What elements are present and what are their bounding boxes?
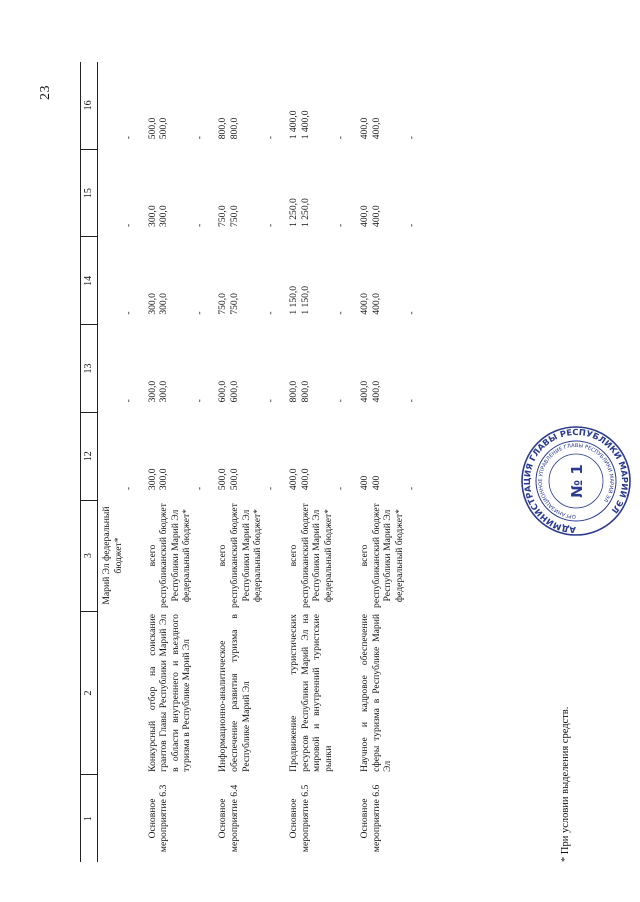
amount-value: 600,0 [228, 380, 240, 403]
amount-cell [214, 325, 285, 413]
funding-source-line: всего [358, 544, 370, 567]
amount-value: - [335, 486, 347, 491]
funding-source-line: всего [288, 544, 300, 567]
main-activity-cell: Основное мероприятие 6.6 [358, 784, 382, 853]
amount-value: 800,0 [299, 380, 311, 403]
amount-value: - [123, 136, 134, 140]
stamp-outer-text: АДМИНИСТРАЦИЯ ГЛАВЫ РЕСПУБЛИКИ МАРИЙ ЭЛ [521, 426, 631, 536]
amount-cell [356, 412, 427, 500]
amount-value: - [123, 399, 134, 403]
amount-cell [214, 412, 285, 500]
main-activity-cell: Основное мероприятие 6.3 [146, 784, 170, 853]
footnote: * При условии выделения средств. [560, 706, 571, 862]
amount-cell [214, 149, 285, 237]
page-number: 23 [38, 85, 53, 100]
funding-source-cell [356, 500, 427, 611]
amount-value: 500,0 [146, 117, 158, 140]
amount-value: 300,0 [158, 380, 170, 403]
amount-value: - [406, 223, 418, 227]
table-row [144, 62, 215, 862]
amount-value: - [123, 223, 134, 227]
budget-table [80, 62, 427, 862]
amount-cell [356, 149, 427, 237]
amount-value: - [406, 311, 418, 315]
main-activity-cell: Основное мероприятие 6.5 [288, 784, 311, 853]
funding-source-line: федеральный бюджет* [181, 509, 193, 603]
amount-value: 300,0 [146, 205, 158, 227]
header-cell: 2 [81, 611, 98, 775]
amount-value: - [406, 486, 418, 491]
funding-source-line: всего [217, 544, 229, 567]
amount-value: 400,0 [370, 117, 382, 140]
amount-value: - [264, 486, 276, 491]
amount-value: - [406, 399, 418, 403]
amount-value: - [193, 486, 205, 491]
amount-value: 400,0 [370, 380, 382, 403]
amount-value: - [335, 136, 347, 140]
amount-value: 300,0 [158, 205, 170, 227]
amount-value: - [193, 136, 205, 140]
amount-value: - [123, 311, 134, 315]
amount-value: - [335, 311, 347, 315]
amount-value: 300,0 [146, 293, 158, 315]
funding-source-line: всего [146, 544, 158, 567]
main-activity-cell: Основное мероприятие 6.4 [217, 784, 240, 853]
table-row-continuation [98, 62, 144, 862]
amount-value: 300,0 [158, 293, 170, 315]
amount-value: 400,0 [358, 380, 370, 403]
amount-cell [144, 62, 215, 149]
amount-value: 800,0 [217, 117, 229, 140]
amount-value: - [193, 399, 205, 403]
table-body [144, 62, 427, 862]
amount-cell [144, 325, 215, 413]
amount-cell [144, 237, 215, 325]
amount-value: - [406, 136, 418, 140]
funding-source-line: федеральный бюджет* [252, 509, 264, 603]
amount-value: - [193, 311, 205, 315]
amount-cell [285, 149, 356, 237]
amount-value: 1 250,0 [299, 198, 311, 227]
table-row [214, 62, 285, 862]
amount-value: 400 [370, 475, 382, 491]
official-stamp [520, 425, 632, 537]
header-cell: 1 [81, 775, 98, 862]
amount-value: 300,0 [158, 468, 170, 491]
header-cell: 14 [81, 237, 98, 325]
amount-value: 600,0 [217, 380, 229, 403]
table-row [285, 62, 356, 862]
stamp-seal [520, 425, 632, 537]
amount-cell [356, 237, 427, 325]
amount-value: 400,0 [370, 293, 382, 315]
amount-cell [144, 149, 215, 237]
amount-value: - [264, 136, 276, 140]
source-cell: Марий Эл федеральный бюджет* [101, 506, 124, 605]
amount-value: 1 250,0 [288, 198, 300, 227]
amount-value: - [193, 223, 205, 227]
amount-value: 800,0 [228, 117, 240, 140]
amount-cell [214, 62, 285, 149]
activity-name-cell: Конкурсный отбор на соискание грантов Главы Республики Марий Эл в области внутреннего и въездного туризма в Республике Марий Эл [146, 614, 193, 772]
funding-source-line: республиканский бюджет Республики Марий Эл [158, 503, 181, 608]
amount-value: 750,0 [228, 205, 240, 227]
header-cell: 16 [81, 62, 98, 149]
amount-value: - [335, 399, 347, 403]
amount-cell [285, 237, 356, 325]
amount-value: - [335, 223, 347, 227]
funding-source-cell [285, 500, 356, 611]
amount-value: 750,0 [217, 205, 229, 227]
amount-cell [214, 237, 285, 325]
amount-cell [285, 412, 356, 500]
amount-value: 500,0 [217, 468, 229, 491]
stamp-number: № 1 [568, 464, 586, 498]
amount-cell [285, 325, 356, 413]
amount-cell [144, 412, 215, 500]
stamp-inner-text: ОРГАНИЗАЦИОННОЕ УПРАВЛЕНИЕ ГЛАВЫ РЕСПУБЛИКИ МАРИЙ ЭЛ [537, 442, 615, 520]
amount-value: - [264, 311, 276, 315]
funding-source-cell [214, 500, 285, 611]
amount-value: 300,0 [146, 468, 158, 491]
amount-value: - [123, 486, 134, 491]
activity-name-cell: Информационно-аналитическое обеспечение развития туризма в Республике Марий Эл [217, 614, 252, 772]
amount-value: 1 400,0 [299, 110, 311, 140]
amount-value: 300,0 [146, 380, 158, 403]
funding-source-line: федеральный бюджет* [322, 509, 334, 603]
header-cell: 3 [81, 500, 98, 611]
funding-source-line: федеральный бюджет* [393, 509, 405, 603]
amount-value: 400,0 [288, 468, 300, 491]
funding-source-line: республиканский бюджет Республики Марий Эл [370, 503, 394, 608]
amount-value: 400,0 [358, 117, 370, 140]
amount-value: 400,0 [358, 205, 370, 227]
amount-cell [356, 62, 427, 149]
amount-value: 400,0 [358, 293, 370, 315]
header-cell: 12 [81, 412, 98, 500]
amount-value: 400,0 [370, 205, 382, 227]
funding-source-cell [144, 500, 215, 611]
amount-value: - [264, 223, 276, 227]
amount-value: - [264, 399, 276, 403]
amount-value: 500,0 [228, 468, 240, 491]
amount-value: 750,0 [228, 293, 240, 315]
header-cell: 15 [81, 149, 98, 237]
amount-value: 1 150,0 [299, 285, 311, 315]
amount-value: 800,0 [288, 380, 300, 403]
amount-value: 400,0 [299, 468, 311, 491]
activity-name-cell: Научное и кадровое обеспечение сферы туризма в Республике Марий Эл [358, 614, 394, 772]
amount-value: 400 [358, 475, 370, 491]
funding-source-line: республиканский бюджет Республики Марий Эл [299, 503, 323, 608]
amount-value: 1 150,0 [288, 285, 300, 315]
header-row [81, 62, 98, 862]
amount-cell [356, 325, 427, 413]
funding-source-line: республиканский бюджет Республики Марий Эл [228, 503, 252, 608]
amount-value: 750,0 [217, 293, 229, 315]
amount-value: 500,0 [158, 117, 170, 140]
amount-cell [285, 62, 356, 149]
header-cell: 13 [81, 325, 98, 413]
activity-name-cell: Продвижение туристических ресурсов Республики Марий Эл на мировой и внутренний туристские рынки [288, 614, 334, 772]
table-row [356, 62, 427, 862]
amount-value: 1 400,0 [288, 110, 300, 140]
